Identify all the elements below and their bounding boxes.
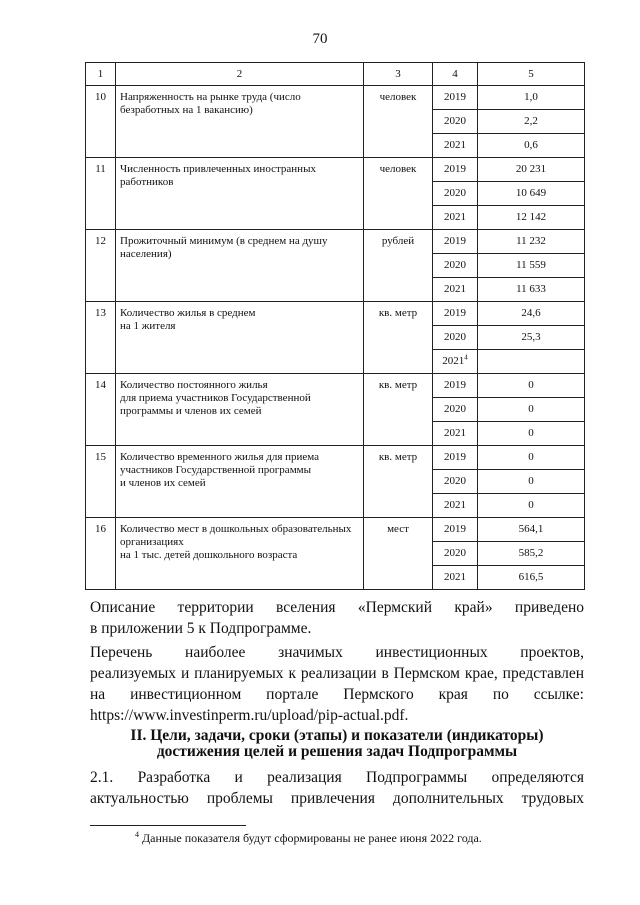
footnote-mark: 4 — [135, 830, 139, 839]
year-cell — [433, 374, 478, 398]
column-header: 3 — [364, 63, 433, 86]
year-value: 2021 — [444, 499, 466, 511]
indicator-value — [478, 350, 585, 374]
year-value: 2021 — [444, 427, 466, 439]
indicator-number: 13 — [86, 302, 116, 374]
indicator-value: 12 142 — [478, 206, 585, 230]
year-value: 2019 — [444, 307, 466, 319]
year-cell — [433, 182, 478, 206]
table-row — [86, 230, 585, 254]
year-cell — [433, 110, 478, 134]
table-row — [86, 446, 585, 470]
paragraph-line: Описание территории вселения «Пермский край» приведено — [90, 599, 584, 616]
year-cell — [433, 206, 478, 230]
year-cell — [433, 326, 478, 350]
indicator-value: 616,5 — [478, 566, 585, 590]
indicator-value: 585,2 — [478, 542, 585, 566]
table-row — [86, 158, 585, 182]
table-row — [86, 86, 585, 110]
year-cell — [433, 422, 478, 446]
indicator-value: 0 — [478, 374, 585, 398]
year-value: 2019 — [444, 235, 466, 247]
indicator-value: 0,6 — [478, 134, 585, 158]
year-value: 2020 — [444, 115, 466, 127]
indicator-name: Количество жилья в среднем на 1 жителя — [116, 302, 364, 374]
table-header-row — [86, 63, 585, 86]
year-value: 2021 — [444, 139, 466, 151]
footnote-mark: 4 — [464, 353, 468, 362]
paragraph-line: Перечень наиболее значимых инвестиционных проектов, — [90, 644, 584, 661]
year-cell — [433, 518, 478, 542]
indicator-number: 10 — [86, 86, 116, 158]
indicator-number: 11 — [86, 158, 116, 230]
table-row — [86, 518, 585, 542]
year-cell — [433, 350, 478, 374]
table-row — [86, 374, 585, 398]
indicator-value: 25,3 — [478, 326, 585, 350]
indicator-unit: рублей — [364, 230, 433, 302]
year-cell — [433, 494, 478, 518]
indicator-value: 0 — [478, 494, 585, 518]
year-value: 2019 — [444, 523, 466, 535]
year-cell — [433, 86, 478, 110]
year-value: 2021 — [444, 211, 466, 223]
indicator-name: Количество временного жилья для приема участников Государственной программы и членов их семей — [116, 446, 364, 518]
indicators-table — [85, 62, 585, 590]
indicator-name: Напряженность на рынке труда (число безработных на 1 вакансию) — [116, 86, 364, 158]
indicator-unit: человек — [364, 158, 433, 230]
year-value: 2021 — [444, 283, 466, 295]
year-value: 2020 — [444, 187, 466, 199]
indicator-number: 14 — [86, 374, 116, 446]
year-value: 2019 — [444, 163, 466, 175]
year-cell — [433, 470, 478, 494]
indicator-name: Численность привлеченных иностранных работников — [116, 158, 364, 230]
column-header: 5 — [478, 63, 585, 86]
indicator-number: 12 — [86, 230, 116, 302]
year-value: 2019 — [444, 379, 466, 391]
paragraph-line: реализуемых и планируемых к реализации в Пермском крае, представлен — [90, 665, 584, 682]
year-value: 2021 — [442, 355, 465, 367]
year-cell — [433, 446, 478, 470]
year-cell — [433, 158, 478, 182]
year-value: 2021 — [444, 571, 466, 583]
indicator-value: 0 — [478, 446, 585, 470]
indicator-value: 2,2 — [478, 110, 585, 134]
paragraph-line: на инвестиционном портале Пермского края по ссылке: — [90, 686, 584, 703]
year-value: 2020 — [444, 331, 466, 343]
column-header: 2 — [116, 63, 364, 86]
column-header: 4 — [433, 63, 478, 86]
year-value: 2020 — [444, 475, 466, 487]
year-cell — [433, 134, 478, 158]
indicator-value: 0 — [478, 422, 585, 446]
year-value: 2019 — [444, 451, 466, 463]
paragraph-line: 2.1. Разработка и реализация Подпрограммы определяются — [90, 769, 584, 786]
footnote-text: Данные показателя будут сформированы не ранее июня 2022 года. — [139, 831, 482, 845]
year-value: 2020 — [444, 403, 466, 415]
column-header: 1 — [86, 63, 116, 86]
year-cell — [433, 566, 478, 590]
indicator-unit: человек — [364, 86, 433, 158]
indicator-value: 24,6 — [478, 302, 585, 326]
indicator-value: 11 559 — [478, 254, 585, 278]
indicator-number: 16 — [86, 518, 116, 590]
indicator-value: 0 — [478, 398, 585, 422]
year-value: 2019 — [444, 91, 466, 103]
indicator-name: Количество мест в дошкольных образовательных организациях на 1 тыс. детей дошкольного возраста — [116, 518, 364, 590]
indicator-value: 20 231 — [478, 158, 585, 182]
footnote-separator — [90, 825, 246, 826]
indicator-name: Количество постоянного жилья для приема участников Государственной программы и членов их семей — [116, 374, 364, 446]
year-cell — [433, 542, 478, 566]
section-heading — [90, 728, 584, 760]
year-cell — [433, 230, 478, 254]
indicator-value: 564,1 — [478, 518, 585, 542]
section-heading-line: достижения целей и решения задач Подпрограммы — [156, 743, 518, 760]
indicator-name: Прожиточный минимум (в среднем на душу населения) — [116, 230, 364, 302]
year-cell — [433, 254, 478, 278]
indicator-unit: кв. метр — [364, 446, 433, 518]
paragraph-line: в приложении 5 к Подпрограмме. — [90, 620, 312, 637]
footnote — [135, 831, 482, 846]
indicator-value: 11 232 — [478, 230, 585, 254]
year-cell — [433, 302, 478, 326]
table-row — [86, 302, 585, 326]
paragraph-line: https://www.investinperm.ru/upload/pip-actual.pdf. — [90, 707, 409, 724]
indicator-value: 0 — [478, 470, 585, 494]
indicator-value: 10 649 — [478, 182, 585, 206]
section-heading-line: II. Цели, задачи, сроки (этапы) и показатели (индикаторы) — [130, 727, 544, 744]
year-cell — [433, 398, 478, 422]
page-number: 70 — [312, 31, 328, 47]
indicator-unit: кв. метр — [364, 302, 433, 374]
indicator-unit: кв. метр — [364, 374, 433, 446]
paragraph-line: актуальностью проблемы привлечения дополнительных трудовых — [90, 790, 584, 807]
year-value: 2020 — [444, 547, 466, 559]
indicator-value: 1,0 — [478, 86, 585, 110]
indicator-unit: мест — [364, 518, 433, 590]
indicator-number: 15 — [86, 446, 116, 518]
indicator-value: 11 633 — [478, 278, 585, 302]
year-cell — [433, 278, 478, 302]
year-value: 2020 — [444, 259, 466, 271]
